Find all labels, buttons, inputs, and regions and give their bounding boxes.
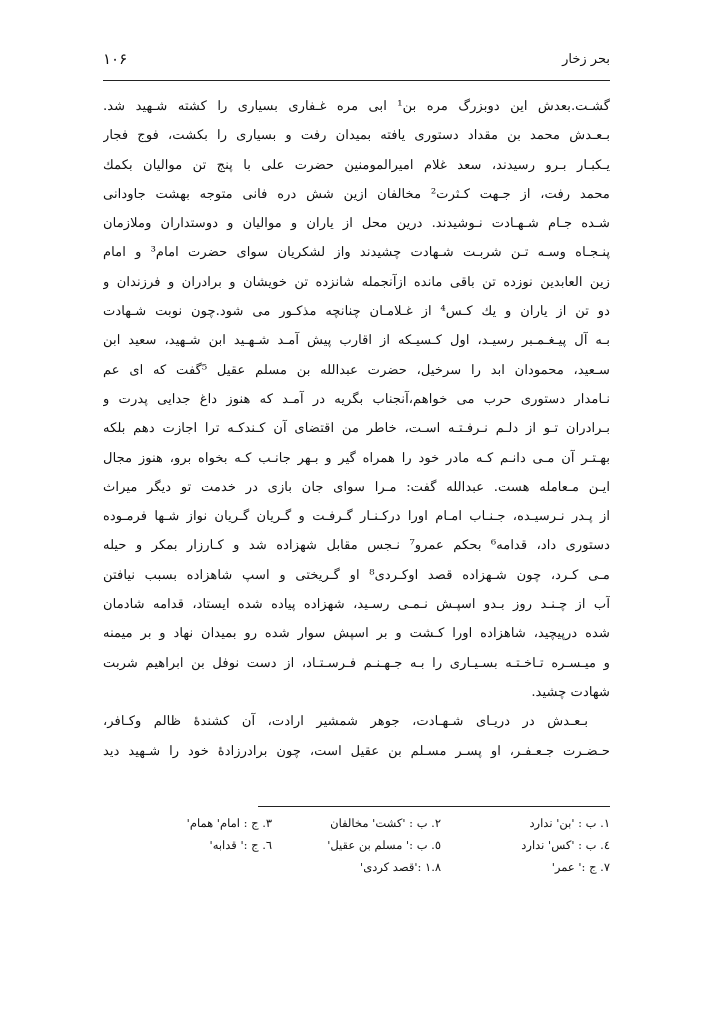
body-text [103, 92, 610, 766]
header-rule [103, 80, 610, 81]
text-line: زین العابدین نوزده تن باقی مانده ازآنجمله شانزده تن خویشان و برادران و فرزندان و [103, 274, 610, 290]
text-line: دو تن از یاران و یك کـس⁴ از غـلامـان چنانچه مذکـور می شود.چون نوبت شـهادت [103, 304, 610, 320]
footnote: ۱.۸ :'قصد کردی' [360, 860, 442, 874]
text-line: بـه آل پیـغـمـبر رسیـد، اول کـسیـکه از اقارب پیش آمـد شـهـید ابن شـهید، سعید ابن [103, 333, 610, 349]
page-header [103, 50, 610, 72]
footnote-row [103, 834, 610, 856]
page-number: ۱۰۶ [103, 50, 128, 68]
text-line: حـضـرت جـعـفـر، او پسـر مسـلم بن عقیل است، چون برادرزادۀ خود را شـهید دید [103, 743, 610, 759]
text-line: آب از چـنـد روز بـدو اسپـش نـمـی رسـید، شهزاده پیاده شده ایستاد، قدامه شادمان [103, 597, 610, 613]
footnote: ۱. ب : 'بن' ندارد [529, 816, 610, 830]
text-line: محمد رفت، از جـهت کـثرت² مخالفان ازین شش دره فانی متوجه بهشت جاودانی [103, 186, 610, 202]
text-line: بهـتـر آن مـی دانـم کـه مادر خود را همراه گیر و بـهر جانـب کـه بخواه برو، هنوز مجال [103, 450, 610, 466]
text-line: دستوری داد، قدامه⁶ بحکم عمرو⁷ نـجس مقابل شهزاده شد و کـارزار بمکر و حیله [103, 538, 610, 554]
text-line: سـعید، محمودان ابد را سرخیل، حضرت عبدالله بن مسلم عقیل ⁵گفت که ای عم [103, 362, 610, 378]
text-line: بـعـدش محمد بن مقداد دستوری یافته بمیدان رفت و بسیاری را بکشت، فوج فجار [103, 128, 610, 144]
text-line: یـکبـار بـرو رسیدند، سعد غلام امیرالمومنین حضرت علی با پنج تن موالیان بکمك [103, 157, 610, 173]
footnote-row [103, 812, 610, 834]
footnote: ٤. ب : 'کس' ندارد [521, 838, 610, 852]
text-line: شده درپیچید، شاهزاده اورا کـشت و بر اسپش سوار شده رو بمیدان نهاد و بر میمنه [103, 626, 610, 642]
footnote: ٦. ج :' قدابه' [209, 838, 273, 852]
footnote-row [103, 856, 610, 878]
paragraph-start-line: بـعـدش در دریـای شـهـادت، جوهر شمشیر ارادت، آن کشندۀ ظالم وکـافر، [103, 714, 588, 730]
footnote-rule [258, 806, 610, 807]
footnotes [103, 812, 610, 878]
text-line: از پـدر نـرسیـده، جـنـاب امـام اورا درکـنـار گـرفـت و گـریان گـریان نواز شـها فرمـوده [103, 509, 610, 525]
text-line: شـده جـام شـهـادت نـوشیدند. درین محل از یاران و موالیان و دوستداران وملازمان [103, 216, 610, 232]
text-line: و میـسـره تـاخـتـه بسـیـاری را بـه جـهـنـم فـرسـتـاد، از دست نوفل بن ابراهیم شربت [103, 655, 610, 671]
text-line: پنـجـاه وسـه تـن شربـت شـهادت چشیدند واز لشکریان سوای حضرت امام³ و امام [103, 245, 610, 261]
footnote: ۷. ج :' عمر' [551, 860, 610, 874]
footnote: ۳. ج : امام' همام' [186, 816, 273, 830]
running-title: بحر زخار [562, 52, 610, 67]
text-line: ایـن مـعامله هست. عبدالله گفت: مـرا سوای جان بازی در خدمت تو دیگر میراث [103, 479, 610, 495]
text-line: نـامدار دستوری حرب می خواهم،آنجناب بگریه در آمـد که هنوز داغ جدایی پدرت و [103, 391, 610, 407]
text-line: مـی کـرد، چون شـهزاده قصد اوکـردی⁸ او گـریختی و اسپ شاهزاده بسبب نیافتن [103, 567, 610, 583]
footnote [103, 856, 272, 878]
footnote: ۲. ب : 'کشت' مخالفان [330, 816, 442, 830]
text-line: شهادت چشید. [531, 684, 610, 700]
text-line: گشـت.بعدش این دوبزرگ مره بن¹ ابی مره غـفاری بسیاری را کشته شـهید شد. [103, 99, 610, 114]
text-line: بـرادران تـو از دلـم نـرفـتـه اسـت، خاطر من اقتضای آن کـندکـه ترا اجازت دهم بلکه [103, 421, 610, 437]
footnote: ٥. ب :' مسلم بن عقیل' [327, 838, 442, 852]
